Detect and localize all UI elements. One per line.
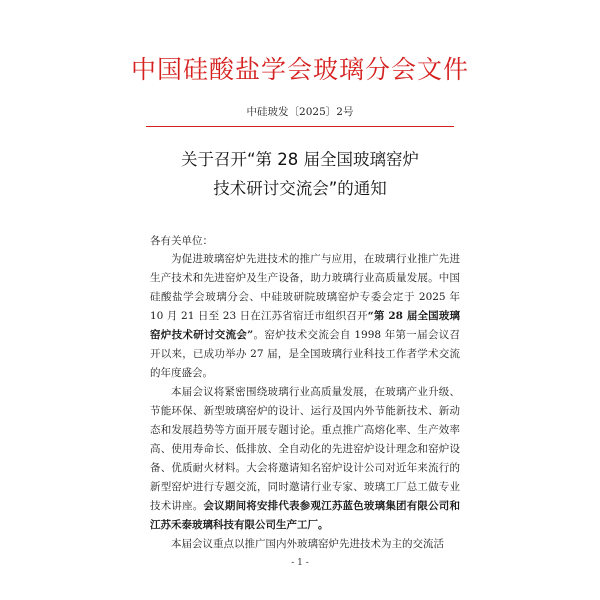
paragraph-2-bold: 会议期间将安排代表参观江苏蓝色玻璃集团有限公司和江苏禾泰玻璃科技有限公司生产工厂。 xyxy=(150,500,461,531)
header-divider xyxy=(146,126,454,127)
paragraph-2-text: 本届会议将紧密围绕玻璃行业高质量发展，在玻璃产业升级、节能环保、新型玻璃窑炉的设计、运行及国内外节能新技术、新动态和发展趋势等方面开展专题讨论。重点推广高熔化率、生产效率高、使用寿命长、低排放、全自动化的先进窑炉设计理念和窑炉设备、优质耐火材料。大会将邀请知名窑炉设计公司对近年来流行的新型窑炉进行专题交流，同时邀请行业专家、玻璃工厂总工做专业技术讲座。 xyxy=(150,386,460,512)
salutation: 各有关单位： xyxy=(150,235,213,247)
body-text xyxy=(150,250,460,554)
paragraph-1-text: 为促进玻璃窑炉先进技术的推广与应用，在玻璃行业推广先进生产技术和先进窑炉及生产设备，助力玻璃行业高质量发展。中国硅酸盐学会玻璃分会、中硅玻研院玻璃窑炉专委会定于 2025 年 10 月 21 日至 23 日在江苏省宿迁市组织召开 xyxy=(150,253,460,322)
paragraph-2 xyxy=(150,383,460,535)
paragraph-1-tail: 。窑炉技术交流会自 1998 年第一届会议召开以来，已成功举办 27 届，是全国玻璃行业科技工作者学术交流的年度盛会。 xyxy=(150,329,460,379)
notice-title-line-1: 关于召开“第 28 届全国玻璃窑炉 xyxy=(180,150,420,169)
org-header-title: 中国硅酸盐学会玻璃分会文件 xyxy=(130,55,469,84)
paragraph-1-bold: “第 28 届全国玻璃窑炉技术研讨交流会” xyxy=(150,310,460,341)
document-number: 中硅玻发〔2025〕2号 xyxy=(246,106,354,118)
paragraph-1 xyxy=(150,250,460,383)
paragraph-3 xyxy=(150,535,460,554)
page-number: - 1 - xyxy=(291,558,309,568)
paragraph-3-text: 本届会议重点以推广国内外玻璃窑炉先进技术为主的交流活 xyxy=(171,538,444,550)
notice-title-line-2: 技术研讨交流会”的通知 xyxy=(213,179,387,198)
